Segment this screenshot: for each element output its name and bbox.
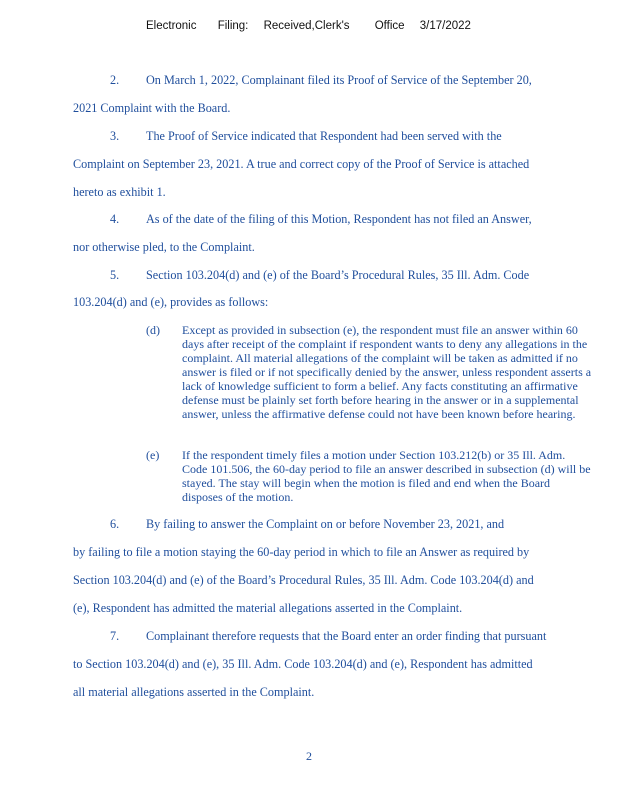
- paragraph-line: to Section 103.204(d) and (e), 35 Ill. Adm. Code 103.204(d) and (e), Respondent has admitted: [73, 657, 533, 671]
- paragraph-line: Section 103.204(d) and (e) of the Board’s Procedural Rules, 35 Ill. Adm. Code: [146, 268, 530, 282]
- paragraph-line: On March 1, 2022, Complainant filed its Proof of Service of the September 20,: [146, 73, 532, 87]
- header-date: 3/17/2022: [419, 20, 471, 32]
- electronic-filing-header: [146, 20, 471, 32]
- page-number: 2: [306, 749, 312, 763]
- paragraph-line: The Proof of Service indicated that Respondent had been served with the: [146, 129, 502, 143]
- paragraph-line: By failing to answer the Complaint on or before November 23, 2021, and: [146, 517, 505, 531]
- paragraph-number: 3.: [110, 129, 120, 143]
- paragraph-number: 2.: [110, 73, 120, 87]
- subsection-label: (e): [146, 448, 160, 462]
- header-received: Received,Clerk's: [263, 20, 350, 32]
- paragraph-line: 2021 Complaint with the Board.: [73, 101, 231, 115]
- header-electronic: Electronic: [146, 20, 197, 32]
- header-filing: Filing:: [217, 20, 249, 32]
- paragraph-line: (e), Respondent has admitted the material allegations asserted in the Complaint.: [73, 601, 463, 615]
- paragraph-number: 6.: [110, 517, 120, 531]
- paragraph-line: by failing to file a motion staying the 60-day period in which to file an Answer as required by: [73, 545, 530, 559]
- paragraph-line: Section 103.204(d) and (e) of the Board’s Procedural Rules, 35 Ill. Adm. Code 103.204(d) and: [73, 573, 534, 587]
- paragraph-line: nor otherwise pled, to the Complaint.: [73, 240, 255, 254]
- subsection-text: If the respondent timely files a motion under Section 103.212(b) or 35 Ill. Adm. Code 101.506, the 60-day period to file an answer described in subsection (d) will be stayed. The stay will begin when the motion is filed and end when the Board disposes of the motion.: [182, 448, 591, 504]
- paragraph-line: Complaint on September 23, 2021. A true and correct copy of the Proof of Service is attached: [73, 157, 530, 171]
- paragraph-line: Complainant therefore requests that the Board enter an order finding that pursuant: [146, 629, 547, 643]
- paragraph-line: all material allegations asserted in the Complaint.: [73, 685, 315, 699]
- paragraph-line: As of the date of the filing of this Motion, Respondent has not filed an Answer,: [146, 212, 532, 226]
- header-office: Office: [374, 20, 405, 32]
- subsection-text: Except as provided in subsection (e), the respondent must file an answer within 60 days after receipt of the complaint if respondent wants to deny any allegations in the complaint. All material allegations of the complaint will be taken as admitted if no answer is filed or if not specifically denied by the answer, unless respondent asserts a lack of knowledge sufficient to form a belief. Any facts constituting an affirmative defense must be plainly set forth before hearing in the answer or in a supplemental answer, unless the affirmative defense could not have been known before hearing.: [182, 323, 592, 421]
- paragraph-number: 7.: [110, 629, 120, 643]
- paragraph-number: 4.: [110, 212, 120, 226]
- subsection-label: (d): [146, 323, 160, 337]
- paragraph-number: 5.: [110, 268, 120, 282]
- paragraph-line: 103.204(d) and (e), provides as follows:: [73, 295, 269, 309]
- paragraph-line: hereto as exhibit 1.: [73, 185, 166, 199]
